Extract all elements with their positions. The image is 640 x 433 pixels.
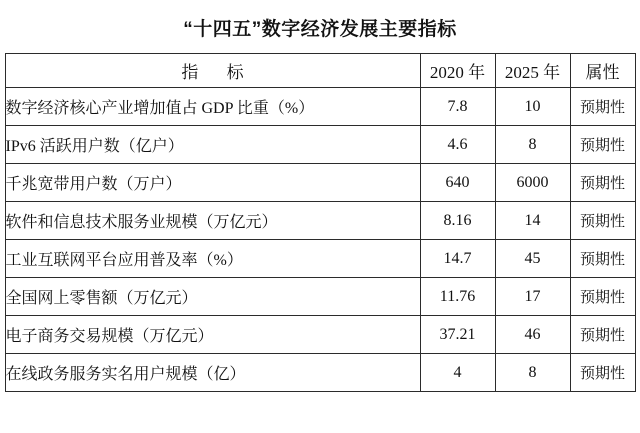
cell-2020: 8.16 [420,202,495,240]
table-row [5,354,635,392]
cell-2020: 4.6 [420,126,495,164]
cell-2025: 10 [495,88,570,126]
cell-2020: 640 [420,164,495,202]
table-row [5,202,635,240]
cell-attribute: 预期性 [570,164,635,202]
cell-2025: 6000 [495,164,570,202]
table-row [5,240,635,278]
cell-indicator: 电子商务交易规模（万亿元） [5,316,420,354]
table-header-row [5,54,635,88]
column-header-attribute: 属性 [570,54,635,88]
cell-2025: 14 [495,202,570,240]
page-title: “十四五”数字经济发展主要指标 [183,19,457,40]
cell-2020: 14.7 [420,240,495,278]
cell-attribute: 预期性 [570,88,635,126]
cell-2020: 11.76 [420,278,495,316]
cell-indicator: 全国网上零售额（万亿元） [5,278,420,316]
table-row [5,88,635,126]
cell-2025: 17 [495,278,570,316]
table-row [5,126,635,164]
table-row [5,164,635,202]
cell-2020: 4 [420,354,495,392]
cell-attribute: 预期性 [570,126,635,164]
cell-indicator: 数字经济核心产业增加值占 GDP 比重（%） [5,88,420,126]
cell-attribute: 预期性 [570,316,635,354]
cell-attribute: 预期性 [570,240,635,278]
cell-indicator: 千兆宽带用户数（万户） [5,164,420,202]
table-row [5,316,635,354]
cell-2020: 7.8 [420,88,495,126]
column-header-2025: 2025 年 [495,54,570,88]
column-header-indicator: 指 标 [5,54,420,88]
table-row [5,278,635,316]
cell-indicator: 软件和信息技术服务业规模（万亿元） [5,202,420,240]
cell-2025: 46 [495,316,570,354]
cell-2025: 45 [495,240,570,278]
cell-attribute: 预期性 [570,354,635,392]
cell-attribute: 预期性 [570,202,635,240]
cell-2025: 8 [495,354,570,392]
cell-indicator: 工业互联网平台应用普及率（%） [5,240,420,278]
cell-attribute: 预期性 [570,278,635,316]
cell-2020: 37.21 [420,316,495,354]
column-header-2020: 2020 年 [420,54,495,88]
cell-indicator: IPv6 活跃用户数（亿户） [5,126,420,164]
cell-2025: 8 [495,126,570,164]
indicators-table [5,53,636,392]
cell-indicator: 在线政务服务实名用户规模（亿） [5,354,420,392]
